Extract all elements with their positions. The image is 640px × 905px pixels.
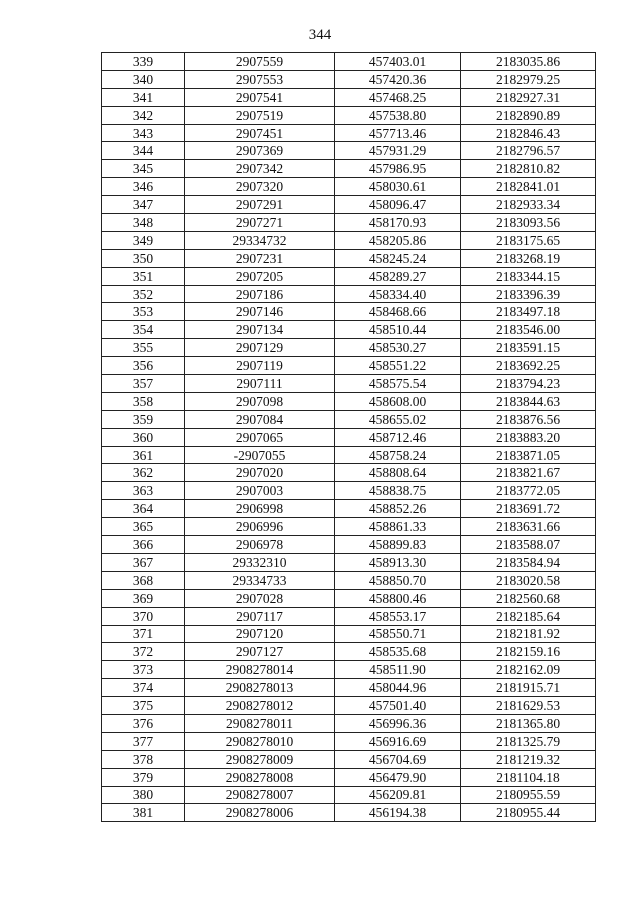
y-coordinate-cell: 2182933.34 bbox=[461, 196, 596, 214]
point-id-cell: 2908278010 bbox=[185, 732, 335, 750]
x-coordinate-cell: 458511.90 bbox=[335, 661, 461, 679]
x-coordinate-cell: 458170.93 bbox=[335, 214, 461, 232]
y-coordinate-cell: 2183497.18 bbox=[461, 303, 596, 321]
x-coordinate-cell: 458861.33 bbox=[335, 518, 461, 536]
table-row bbox=[102, 231, 596, 249]
coordinates-table-body bbox=[102, 53, 596, 822]
table-row bbox=[102, 697, 596, 715]
y-coordinate-cell: 2180955.44 bbox=[461, 804, 596, 822]
table-row bbox=[102, 214, 596, 232]
row-index-cell: 380 bbox=[102, 786, 185, 804]
row-index-cell: 381 bbox=[102, 804, 185, 822]
x-coordinate-cell: 458289.27 bbox=[335, 267, 461, 285]
x-coordinate-cell: 458530.27 bbox=[335, 339, 461, 357]
row-index-cell: 367 bbox=[102, 553, 185, 571]
y-coordinate-cell: 2183588.07 bbox=[461, 536, 596, 554]
table-row bbox=[102, 643, 596, 661]
x-coordinate-cell: 458800.46 bbox=[335, 589, 461, 607]
point-id-cell: 2907451 bbox=[185, 124, 335, 142]
x-coordinate-cell: 458205.86 bbox=[335, 231, 461, 249]
table-row bbox=[102, 589, 596, 607]
y-coordinate-cell: 2183692.25 bbox=[461, 357, 596, 375]
table-row bbox=[102, 70, 596, 88]
table-row bbox=[102, 553, 596, 571]
x-coordinate-cell: 458608.00 bbox=[335, 392, 461, 410]
x-coordinate-cell: 458334.40 bbox=[335, 285, 461, 303]
point-id-cell: 2907559 bbox=[185, 53, 335, 71]
point-id-cell: 2907003 bbox=[185, 482, 335, 500]
table-row bbox=[102, 518, 596, 536]
point-id-cell: 2906996 bbox=[185, 518, 335, 536]
x-coordinate-cell: 457420.36 bbox=[335, 70, 461, 88]
x-coordinate-cell: 458838.75 bbox=[335, 482, 461, 500]
x-coordinate-cell: 458655.02 bbox=[335, 410, 461, 428]
y-coordinate-cell: 2182181.92 bbox=[461, 625, 596, 643]
y-coordinate-cell: 2181104.18 bbox=[461, 768, 596, 786]
point-id-cell: 2906998 bbox=[185, 500, 335, 518]
table-row bbox=[102, 714, 596, 732]
y-coordinate-cell: 2183268.19 bbox=[461, 249, 596, 267]
x-coordinate-cell: 458468.66 bbox=[335, 303, 461, 321]
y-coordinate-cell: 2183396.39 bbox=[461, 285, 596, 303]
point-id-cell: 2908278007 bbox=[185, 786, 335, 804]
row-index-cell: 346 bbox=[102, 178, 185, 196]
row-index-cell: 378 bbox=[102, 750, 185, 768]
y-coordinate-cell: 2183344.15 bbox=[461, 267, 596, 285]
point-id-cell: 2907129 bbox=[185, 339, 335, 357]
point-id-cell: 2907541 bbox=[185, 88, 335, 106]
row-index-cell: 353 bbox=[102, 303, 185, 321]
x-coordinate-cell: 458551.22 bbox=[335, 357, 461, 375]
x-coordinate-cell: 456194.38 bbox=[335, 804, 461, 822]
table-row bbox=[102, 607, 596, 625]
x-coordinate-cell: 458044.96 bbox=[335, 679, 461, 697]
row-index-cell: 379 bbox=[102, 768, 185, 786]
table-row bbox=[102, 285, 596, 303]
row-index-cell: 352 bbox=[102, 285, 185, 303]
y-coordinate-cell: 2183772.05 bbox=[461, 482, 596, 500]
point-id-cell: 2907553 bbox=[185, 70, 335, 88]
y-coordinate-cell: 2182159.16 bbox=[461, 643, 596, 661]
row-index-cell: 374 bbox=[102, 679, 185, 697]
y-coordinate-cell: 2181325.79 bbox=[461, 732, 596, 750]
y-coordinate-cell: 2181915.71 bbox=[461, 679, 596, 697]
table-row bbox=[102, 375, 596, 393]
row-index-cell: 341 bbox=[102, 88, 185, 106]
point-id-cell: 2908278006 bbox=[185, 804, 335, 822]
row-index-cell: 358 bbox=[102, 392, 185, 410]
row-index-cell: 348 bbox=[102, 214, 185, 232]
x-coordinate-cell: 456479.90 bbox=[335, 768, 461, 786]
x-coordinate-cell: 457403.01 bbox=[335, 53, 461, 71]
row-index-cell: 366 bbox=[102, 536, 185, 554]
point-id-cell: 2907271 bbox=[185, 214, 335, 232]
table-row bbox=[102, 500, 596, 518]
point-id-cell: -2907055 bbox=[185, 446, 335, 464]
point-id-cell: 2907098 bbox=[185, 392, 335, 410]
x-coordinate-cell: 458808.64 bbox=[335, 464, 461, 482]
table-row bbox=[102, 679, 596, 697]
row-index-cell: 354 bbox=[102, 321, 185, 339]
point-id-cell: 2908278008 bbox=[185, 768, 335, 786]
row-index-cell: 342 bbox=[102, 106, 185, 124]
row-index-cell: 356 bbox=[102, 357, 185, 375]
table-row bbox=[102, 768, 596, 786]
row-index-cell: 361 bbox=[102, 446, 185, 464]
point-id-cell: 2907119 bbox=[185, 357, 335, 375]
y-coordinate-cell: 2183546.00 bbox=[461, 321, 596, 339]
x-coordinate-cell: 458758.24 bbox=[335, 446, 461, 464]
point-id-cell: 2908278012 bbox=[185, 697, 335, 715]
y-coordinate-cell: 2182841.01 bbox=[461, 178, 596, 196]
row-index-cell: 355 bbox=[102, 339, 185, 357]
point-id-cell: 2907065 bbox=[185, 428, 335, 446]
row-index-cell: 375 bbox=[102, 697, 185, 715]
point-id-cell: 2908278014 bbox=[185, 661, 335, 679]
point-id-cell: 2907120 bbox=[185, 625, 335, 643]
point-id-cell: 2907134 bbox=[185, 321, 335, 339]
coordinates-table bbox=[101, 52, 596, 822]
row-index-cell: 363 bbox=[102, 482, 185, 500]
point-id-cell: 2907111 bbox=[185, 375, 335, 393]
table-row bbox=[102, 732, 596, 750]
row-index-cell: 368 bbox=[102, 571, 185, 589]
point-id-cell: 2907117 bbox=[185, 607, 335, 625]
x-coordinate-cell: 456209.81 bbox=[335, 786, 461, 804]
point-id-cell: 2907084 bbox=[185, 410, 335, 428]
table-row bbox=[102, 88, 596, 106]
point-id-cell: 2907320 bbox=[185, 178, 335, 196]
point-id-cell: 2906978 bbox=[185, 536, 335, 554]
table-row bbox=[102, 428, 596, 446]
table-row bbox=[102, 536, 596, 554]
x-coordinate-cell: 458245.24 bbox=[335, 249, 461, 267]
point-id-cell: 29334733 bbox=[185, 571, 335, 589]
table-row bbox=[102, 464, 596, 482]
x-coordinate-cell: 457986.95 bbox=[335, 160, 461, 178]
row-index-cell: 339 bbox=[102, 53, 185, 71]
row-index-cell: 343 bbox=[102, 124, 185, 142]
table-row bbox=[102, 625, 596, 643]
row-index-cell: 370 bbox=[102, 607, 185, 625]
point-id-cell: 2907146 bbox=[185, 303, 335, 321]
y-coordinate-cell: 2181629.53 bbox=[461, 697, 596, 715]
row-index-cell: 344 bbox=[102, 142, 185, 160]
row-index-cell: 349 bbox=[102, 231, 185, 249]
y-coordinate-cell: 2182796.57 bbox=[461, 142, 596, 160]
table-row bbox=[102, 196, 596, 214]
row-index-cell: 369 bbox=[102, 589, 185, 607]
y-coordinate-cell: 2183020.58 bbox=[461, 571, 596, 589]
x-coordinate-cell: 458575.54 bbox=[335, 375, 461, 393]
y-coordinate-cell: 2183871.05 bbox=[461, 446, 596, 464]
y-coordinate-cell: 2182162.09 bbox=[461, 661, 596, 679]
row-index-cell: 364 bbox=[102, 500, 185, 518]
table-row bbox=[102, 124, 596, 142]
x-coordinate-cell: 456704.69 bbox=[335, 750, 461, 768]
x-coordinate-cell: 456916.69 bbox=[335, 732, 461, 750]
x-coordinate-cell: 458096.47 bbox=[335, 196, 461, 214]
table-row bbox=[102, 160, 596, 178]
point-id-cell: 2907342 bbox=[185, 160, 335, 178]
table-row bbox=[102, 392, 596, 410]
x-coordinate-cell: 458712.46 bbox=[335, 428, 461, 446]
table-row bbox=[102, 339, 596, 357]
x-coordinate-cell: 457713.46 bbox=[335, 124, 461, 142]
table-row bbox=[102, 321, 596, 339]
row-index-cell: 371 bbox=[102, 625, 185, 643]
table-row bbox=[102, 267, 596, 285]
row-index-cell: 351 bbox=[102, 267, 185, 285]
row-index-cell: 376 bbox=[102, 714, 185, 732]
x-coordinate-cell: 458852.26 bbox=[335, 500, 461, 518]
y-coordinate-cell: 2183883.20 bbox=[461, 428, 596, 446]
y-coordinate-cell: 2180955.59 bbox=[461, 786, 596, 804]
point-id-cell: 29334732 bbox=[185, 231, 335, 249]
y-coordinate-cell: 2182927.31 bbox=[461, 88, 596, 106]
point-id-cell: 2907519 bbox=[185, 106, 335, 124]
table-row bbox=[102, 53, 596, 71]
row-index-cell: 377 bbox=[102, 732, 185, 750]
x-coordinate-cell: 458899.83 bbox=[335, 536, 461, 554]
row-index-cell: 365 bbox=[102, 518, 185, 536]
x-coordinate-cell: 456996.36 bbox=[335, 714, 461, 732]
table-row bbox=[102, 446, 596, 464]
row-index-cell: 347 bbox=[102, 196, 185, 214]
point-id-cell: 2908278011 bbox=[185, 714, 335, 732]
y-coordinate-cell: 2182810.82 bbox=[461, 160, 596, 178]
table-row bbox=[102, 661, 596, 679]
row-index-cell: 350 bbox=[102, 249, 185, 267]
x-coordinate-cell: 458030.61 bbox=[335, 178, 461, 196]
table-row bbox=[102, 142, 596, 160]
table-row bbox=[102, 750, 596, 768]
y-coordinate-cell: 2183584.94 bbox=[461, 553, 596, 571]
y-coordinate-cell: 2183821.67 bbox=[461, 464, 596, 482]
row-index-cell: 357 bbox=[102, 375, 185, 393]
table-row bbox=[102, 804, 596, 822]
y-coordinate-cell: 2183794.23 bbox=[461, 375, 596, 393]
point-id-cell: 2907205 bbox=[185, 267, 335, 285]
y-coordinate-cell: 2183844.63 bbox=[461, 392, 596, 410]
point-id-cell: 2907231 bbox=[185, 249, 335, 267]
point-id-cell: 2907369 bbox=[185, 142, 335, 160]
x-coordinate-cell: 458850.70 bbox=[335, 571, 461, 589]
row-index-cell: 359 bbox=[102, 410, 185, 428]
point-id-cell: 2907020 bbox=[185, 464, 335, 482]
x-coordinate-cell: 458535.68 bbox=[335, 643, 461, 661]
y-coordinate-cell: 2183591.15 bbox=[461, 339, 596, 357]
row-index-cell: 345 bbox=[102, 160, 185, 178]
x-coordinate-cell: 458550.71 bbox=[335, 625, 461, 643]
table-row bbox=[102, 178, 596, 196]
table-row bbox=[102, 786, 596, 804]
point-id-cell: 2907291 bbox=[185, 196, 335, 214]
table-row bbox=[102, 106, 596, 124]
table-row bbox=[102, 249, 596, 267]
y-coordinate-cell: 2183691.72 bbox=[461, 500, 596, 518]
y-coordinate-cell: 2181219.32 bbox=[461, 750, 596, 768]
y-coordinate-cell: 2182890.89 bbox=[461, 106, 596, 124]
x-coordinate-cell: 457501.40 bbox=[335, 697, 461, 715]
point-id-cell: 2907127 bbox=[185, 643, 335, 661]
row-index-cell: 362 bbox=[102, 464, 185, 482]
x-coordinate-cell: 458510.44 bbox=[335, 321, 461, 339]
y-coordinate-cell: 2182846.43 bbox=[461, 124, 596, 142]
row-index-cell: 360 bbox=[102, 428, 185, 446]
point-id-cell: 2908278009 bbox=[185, 750, 335, 768]
page-number: 344 bbox=[308, 27, 332, 43]
x-coordinate-cell: 457538.80 bbox=[335, 106, 461, 124]
x-coordinate-cell: 457931.29 bbox=[335, 142, 461, 160]
table-row bbox=[102, 410, 596, 428]
y-coordinate-cell: 2181365.80 bbox=[461, 714, 596, 732]
y-coordinate-cell: 2183175.65 bbox=[461, 231, 596, 249]
row-index-cell: 373 bbox=[102, 661, 185, 679]
x-coordinate-cell: 458553.17 bbox=[335, 607, 461, 625]
y-coordinate-cell: 2182979.25 bbox=[461, 70, 596, 88]
y-coordinate-cell: 2182185.64 bbox=[461, 607, 596, 625]
row-index-cell: 372 bbox=[102, 643, 185, 661]
table-row bbox=[102, 357, 596, 375]
x-coordinate-cell: 457468.25 bbox=[335, 88, 461, 106]
y-coordinate-cell: 2183035.86 bbox=[461, 53, 596, 71]
y-coordinate-cell: 2183093.56 bbox=[461, 214, 596, 232]
table-row bbox=[102, 482, 596, 500]
point-id-cell: 2908278013 bbox=[185, 679, 335, 697]
table-row bbox=[102, 571, 596, 589]
point-id-cell: 2907186 bbox=[185, 285, 335, 303]
y-coordinate-cell: 2183631.66 bbox=[461, 518, 596, 536]
table-row bbox=[102, 303, 596, 321]
point-id-cell: 29332310 bbox=[185, 553, 335, 571]
y-coordinate-cell: 2183876.56 bbox=[461, 410, 596, 428]
x-coordinate-cell: 458913.30 bbox=[335, 553, 461, 571]
y-coordinate-cell: 2182560.68 bbox=[461, 589, 596, 607]
row-index-cell: 340 bbox=[102, 70, 185, 88]
point-id-cell: 2907028 bbox=[185, 589, 335, 607]
